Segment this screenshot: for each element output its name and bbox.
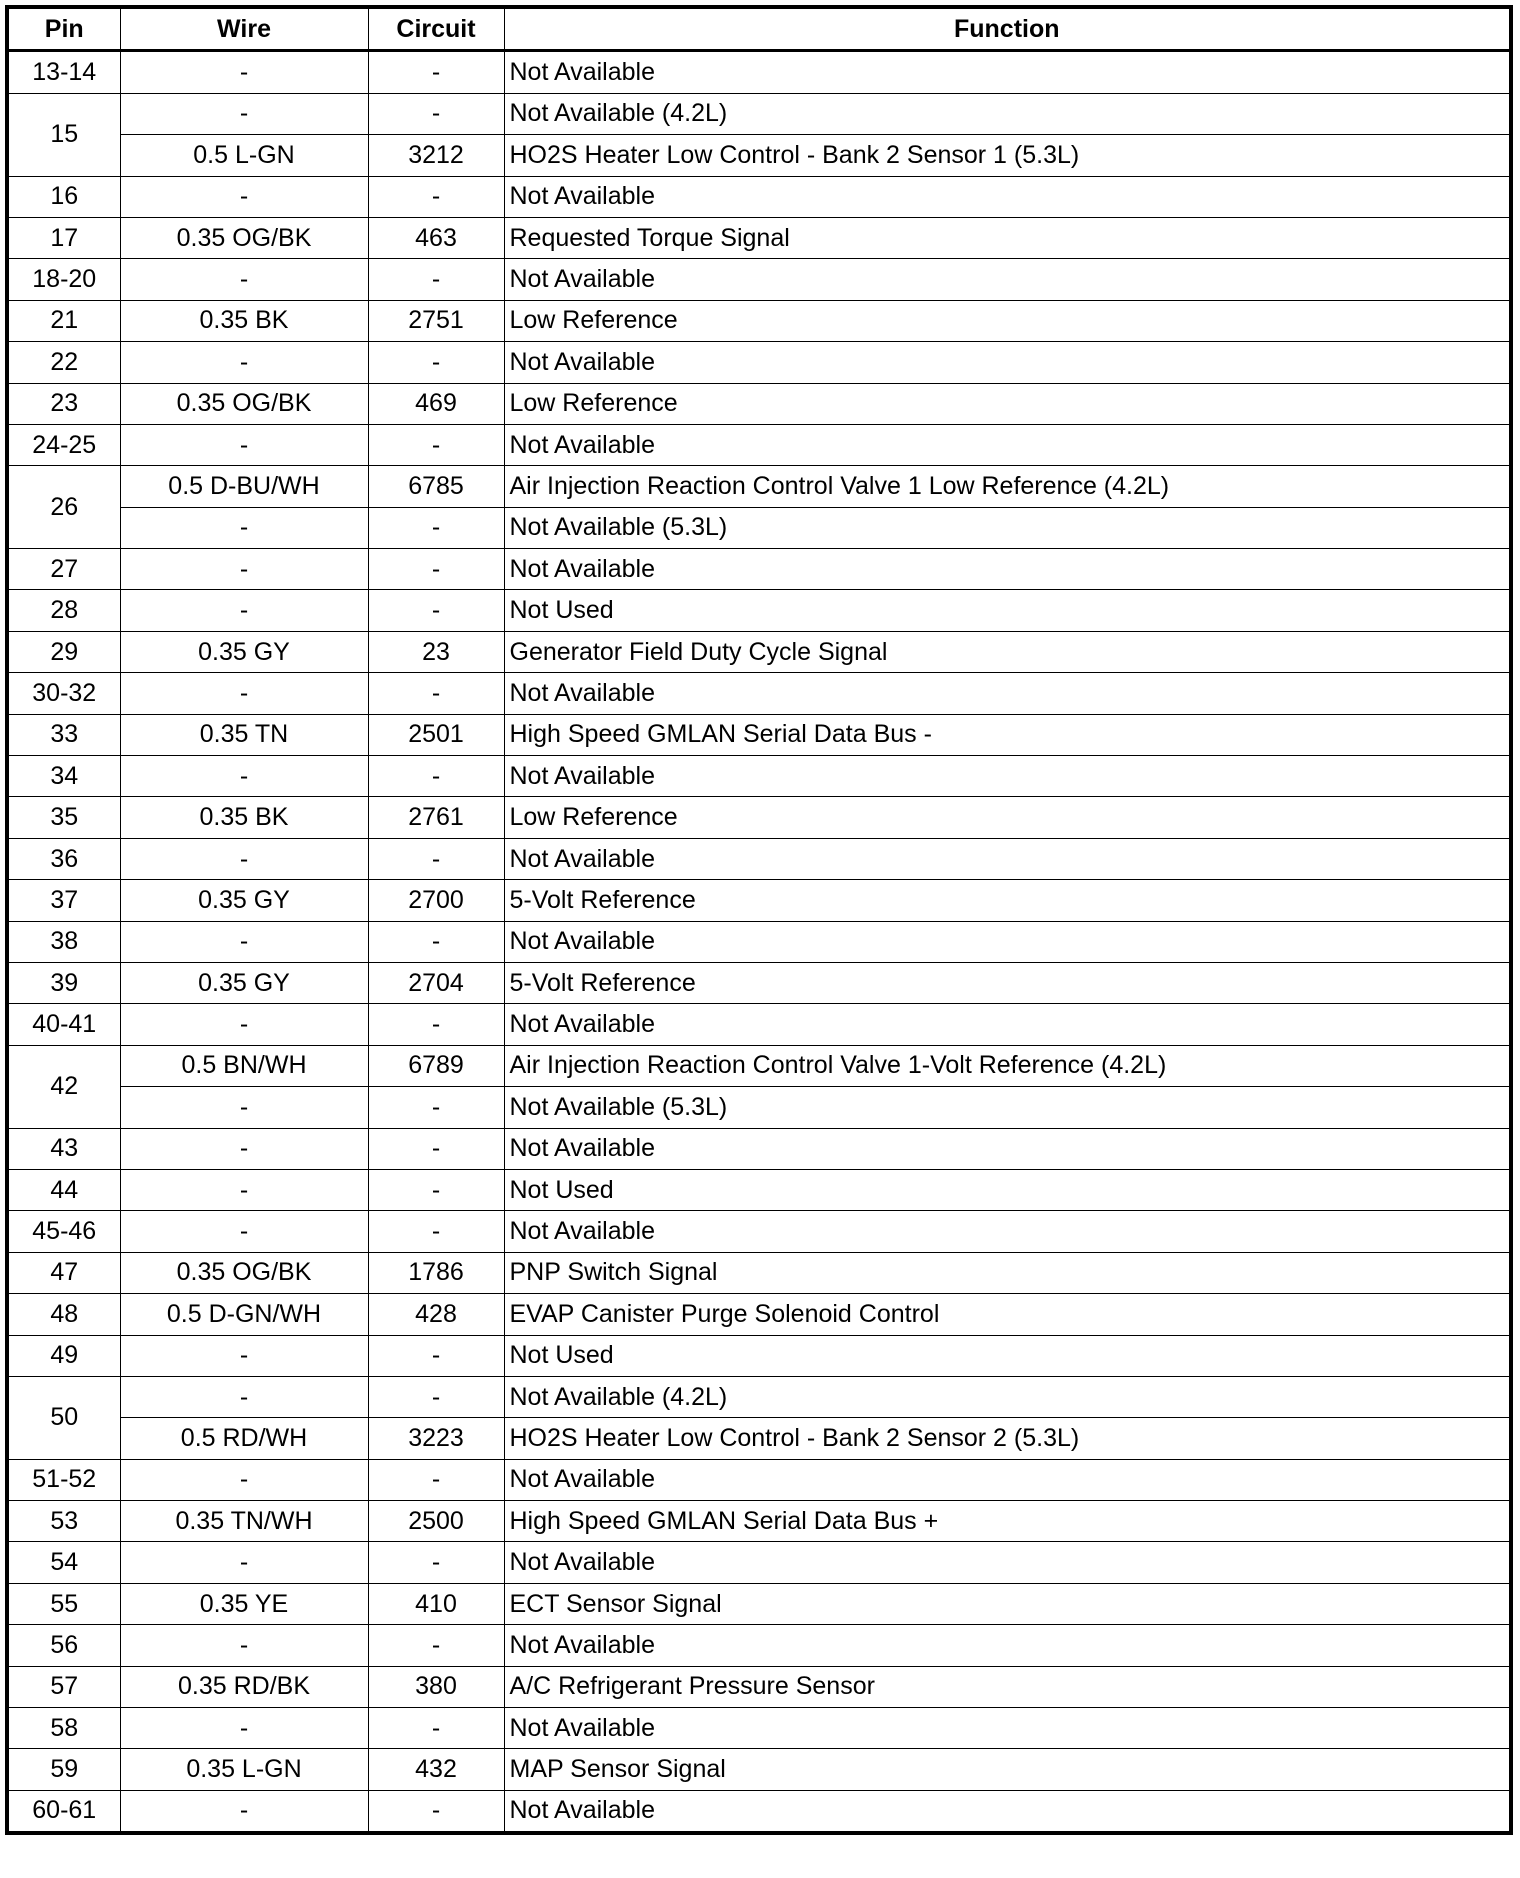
table-row bbox=[7, 507, 1511, 548]
pin-cell: 35 bbox=[7, 797, 120, 838]
wire-cell: - bbox=[120, 1459, 368, 1500]
table-row bbox=[7, 1004, 1511, 1045]
circuit-cell: - bbox=[368, 1790, 504, 1833]
pin-cell: 15 bbox=[7, 93, 120, 176]
circuit-cell: 2761 bbox=[368, 797, 504, 838]
wire-cell: - bbox=[120, 590, 368, 631]
circuit-cell: 2501 bbox=[368, 714, 504, 755]
circuit-cell: 2500 bbox=[368, 1501, 504, 1542]
table-row bbox=[7, 962, 1511, 1003]
pin-cell: 50 bbox=[7, 1376, 120, 1459]
wire-cell: - bbox=[120, 838, 368, 879]
table-row bbox=[7, 797, 1511, 838]
table-row bbox=[7, 51, 1511, 93]
wire-cell: - bbox=[120, 1790, 368, 1833]
table-row bbox=[7, 631, 1511, 672]
pin-cell: 43 bbox=[7, 1128, 120, 1169]
wire-cell: - bbox=[120, 1376, 368, 1417]
circuit-cell: 2751 bbox=[368, 300, 504, 341]
function-cell: Not Available bbox=[504, 921, 1511, 962]
wire-cell: 0.35 BK bbox=[120, 300, 368, 341]
wire-cell: - bbox=[120, 1335, 368, 1376]
table-row bbox=[7, 342, 1511, 383]
wire-cell: - bbox=[120, 176, 368, 217]
circuit-cell: - bbox=[368, 51, 504, 93]
circuit-cell: - bbox=[368, 1087, 504, 1128]
table-row bbox=[7, 1790, 1511, 1833]
pin-cell: 29 bbox=[7, 631, 120, 672]
circuit-cell: - bbox=[368, 1542, 504, 1583]
function-cell: Not Available bbox=[504, 51, 1511, 93]
pin-cell: 36 bbox=[7, 838, 120, 879]
function-cell: Requested Torque Signal bbox=[504, 217, 1511, 258]
circuit-cell: - bbox=[368, 93, 504, 134]
function-cell: Not Available bbox=[504, 1004, 1511, 1045]
wire-cell: 0.35 L-GN bbox=[120, 1749, 368, 1790]
wire-cell: 0.35 TN bbox=[120, 714, 368, 755]
circuit-cell: - bbox=[368, 1625, 504, 1666]
function-cell: Low Reference bbox=[504, 383, 1511, 424]
pin-cell: 56 bbox=[7, 1625, 120, 1666]
table-row bbox=[7, 1128, 1511, 1169]
circuit-cell: 3212 bbox=[368, 135, 504, 176]
circuit-cell: 3223 bbox=[368, 1418, 504, 1459]
table-row bbox=[7, 880, 1511, 921]
circuit-cell: - bbox=[368, 921, 504, 962]
wire-cell: 0.5 L-GN bbox=[120, 135, 368, 176]
wire-cell: - bbox=[120, 756, 368, 797]
function-cell: ECT Sensor Signal bbox=[504, 1583, 1511, 1624]
function-cell: PNP Switch Signal bbox=[504, 1252, 1511, 1293]
circuit-cell: 428 bbox=[368, 1294, 504, 1335]
table-row bbox=[7, 217, 1511, 258]
circuit-cell: - bbox=[368, 1169, 504, 1210]
table-row bbox=[7, 1335, 1511, 1376]
wire-cell: - bbox=[120, 424, 368, 465]
wire-cell: - bbox=[120, 921, 368, 962]
table-row bbox=[7, 383, 1511, 424]
circuit-cell: 463 bbox=[368, 217, 504, 258]
wire-cell: - bbox=[120, 549, 368, 590]
circuit-cell: 6785 bbox=[368, 466, 504, 507]
table-row bbox=[7, 1459, 1511, 1500]
circuit-cell: - bbox=[368, 507, 504, 548]
pin-table bbox=[5, 5, 1513, 1835]
function-cell: Not Available bbox=[504, 838, 1511, 879]
table-row bbox=[7, 1418, 1511, 1459]
header-circuit: Circuit bbox=[368, 7, 504, 51]
wire-cell: 0.5 BN/WH bbox=[120, 1045, 368, 1086]
circuit-cell: 469 bbox=[368, 383, 504, 424]
pin-cell: 28 bbox=[7, 590, 120, 631]
function-cell: Not Available bbox=[504, 176, 1511, 217]
table-body bbox=[7, 51, 1511, 1833]
pin-cell: 42 bbox=[7, 1045, 120, 1128]
circuit-cell: - bbox=[368, 673, 504, 714]
circuit-cell: - bbox=[368, 176, 504, 217]
table-row bbox=[7, 549, 1511, 590]
function-cell: MAP Sensor Signal bbox=[504, 1749, 1511, 1790]
table-row bbox=[7, 176, 1511, 217]
wire-cell: - bbox=[120, 1625, 368, 1666]
wire-cell: 0.5 D-GN/WH bbox=[120, 1294, 368, 1335]
function-cell: High Speed GMLAN Serial Data Bus - bbox=[504, 714, 1511, 755]
header-row bbox=[7, 7, 1511, 51]
pin-cell: 30-32 bbox=[7, 673, 120, 714]
wire-cell: 0.35 OG/BK bbox=[120, 217, 368, 258]
function-cell: Not Available bbox=[504, 1790, 1511, 1833]
pin-cell: 40-41 bbox=[7, 1004, 120, 1045]
table-row bbox=[7, 135, 1511, 176]
table-row bbox=[7, 1583, 1511, 1624]
wire-cell: 0.35 TN/WH bbox=[120, 1501, 368, 1542]
table-row bbox=[7, 93, 1511, 134]
function-cell: 5-Volt Reference bbox=[504, 880, 1511, 921]
circuit-cell: 1786 bbox=[368, 1252, 504, 1293]
header-pin: Pin bbox=[7, 7, 120, 51]
circuit-cell: - bbox=[368, 1335, 504, 1376]
wire-cell: 0.35 RD/BK bbox=[120, 1666, 368, 1707]
circuit-cell: 23 bbox=[368, 631, 504, 672]
pin-cell: 57 bbox=[7, 1666, 120, 1707]
wire-cell: - bbox=[120, 1004, 368, 1045]
function-cell: Not Available bbox=[504, 673, 1511, 714]
table-row bbox=[7, 714, 1511, 755]
pin-cell: 59 bbox=[7, 1749, 120, 1790]
wire-cell: 0.5 RD/WH bbox=[120, 1418, 368, 1459]
wire-cell: 0.35 OG/BK bbox=[120, 383, 368, 424]
header-function: Function bbox=[504, 7, 1511, 51]
circuit-cell: - bbox=[368, 1459, 504, 1500]
function-cell: Not Available bbox=[504, 1625, 1511, 1666]
circuit-cell: - bbox=[368, 590, 504, 631]
function-cell: Low Reference bbox=[504, 797, 1511, 838]
wire-cell: - bbox=[120, 1169, 368, 1210]
function-cell: HO2S Heater Low Control - Bank 2 Sensor 1 (5.3L) bbox=[504, 135, 1511, 176]
pin-cell: 33 bbox=[7, 714, 120, 755]
pin-cell: 51-52 bbox=[7, 1459, 120, 1500]
wire-cell: 0.35 OG/BK bbox=[120, 1252, 368, 1293]
pin-cell: 54 bbox=[7, 1542, 120, 1583]
pin-cell: 13-14 bbox=[7, 51, 120, 93]
table-row bbox=[7, 1376, 1511, 1417]
pin-cell: 44 bbox=[7, 1169, 120, 1210]
wire-cell: - bbox=[120, 1708, 368, 1749]
table-row bbox=[7, 1501, 1511, 1542]
function-cell: Not Available bbox=[504, 1128, 1511, 1169]
function-cell: Not Available bbox=[504, 1211, 1511, 1252]
pin-cell: 60-61 bbox=[7, 1790, 120, 1833]
table-row bbox=[7, 1625, 1511, 1666]
wire-cell: - bbox=[120, 259, 368, 300]
function-cell: Low Reference bbox=[504, 300, 1511, 341]
circuit-cell: - bbox=[368, 756, 504, 797]
function-cell: Not Available (5.3L) bbox=[504, 1087, 1511, 1128]
wire-cell: 0.35 GY bbox=[120, 631, 368, 672]
function-cell: 5-Volt Reference bbox=[504, 962, 1511, 1003]
circuit-cell: - bbox=[368, 1211, 504, 1252]
pin-cell: 23 bbox=[7, 383, 120, 424]
circuit-cell: - bbox=[368, 342, 504, 383]
pin-cell: 18-20 bbox=[7, 259, 120, 300]
function-cell: Not Available bbox=[504, 1542, 1511, 1583]
wire-cell: - bbox=[120, 93, 368, 134]
function-cell: Not Available bbox=[504, 424, 1511, 465]
wire-cell: - bbox=[120, 1087, 368, 1128]
pin-cell: 21 bbox=[7, 300, 120, 341]
pin-cell: 58 bbox=[7, 1708, 120, 1749]
function-cell: Not Available (5.3L) bbox=[504, 507, 1511, 548]
circuit-cell: - bbox=[368, 1708, 504, 1749]
table-row bbox=[7, 1045, 1511, 1086]
table-row bbox=[7, 590, 1511, 631]
table-row bbox=[7, 673, 1511, 714]
function-cell: Not Available (4.2L) bbox=[504, 1376, 1511, 1417]
pin-cell: 45-46 bbox=[7, 1211, 120, 1252]
pin-cell: 49 bbox=[7, 1335, 120, 1376]
wire-cell: 0.35 BK bbox=[120, 797, 368, 838]
function-cell: Air Injection Reaction Control Valve 1-Volt Reference (4.2L) bbox=[504, 1045, 1511, 1086]
wire-cell: - bbox=[120, 1128, 368, 1169]
circuit-cell: 432 bbox=[368, 1749, 504, 1790]
table-row bbox=[7, 424, 1511, 465]
wire-cell: - bbox=[120, 342, 368, 383]
pin-cell: 17 bbox=[7, 217, 120, 258]
wire-cell: 0.35 GY bbox=[120, 962, 368, 1003]
circuit-cell: 410 bbox=[368, 1583, 504, 1624]
pin-cell: 48 bbox=[7, 1294, 120, 1335]
pin-cell: 38 bbox=[7, 921, 120, 962]
function-cell: EVAP Canister Purge Solenoid Control bbox=[504, 1294, 1511, 1335]
function-cell: Not Available bbox=[504, 756, 1511, 797]
pin-cell: 24-25 bbox=[7, 424, 120, 465]
pin-cell: 47 bbox=[7, 1252, 120, 1293]
wire-cell: - bbox=[120, 51, 368, 93]
table-row bbox=[7, 300, 1511, 341]
table-row bbox=[7, 466, 1511, 507]
table-row bbox=[7, 1211, 1511, 1252]
circuit-cell: 380 bbox=[368, 1666, 504, 1707]
table-row bbox=[7, 1666, 1511, 1707]
function-cell: Generator Field Duty Cycle Signal bbox=[504, 631, 1511, 672]
function-cell: High Speed GMLAN Serial Data Bus + bbox=[504, 1501, 1511, 1542]
circuit-cell: 2704 bbox=[368, 962, 504, 1003]
function-cell: Not Used bbox=[504, 1335, 1511, 1376]
circuit-cell: 6789 bbox=[368, 1045, 504, 1086]
table-row bbox=[7, 1749, 1511, 1790]
table-row bbox=[7, 1542, 1511, 1583]
wire-cell: - bbox=[120, 673, 368, 714]
function-cell: Not Available bbox=[504, 259, 1511, 300]
pin-cell: 22 bbox=[7, 342, 120, 383]
function-cell: Not Available bbox=[504, 1459, 1511, 1500]
function-cell: Not Available (4.2L) bbox=[504, 93, 1511, 134]
table-row bbox=[7, 259, 1511, 300]
table-row bbox=[7, 1708, 1511, 1749]
pin-cell: 37 bbox=[7, 880, 120, 921]
wire-cell: 0.5 D-BU/WH bbox=[120, 466, 368, 507]
pin-cell: 55 bbox=[7, 1583, 120, 1624]
pin-cell: 26 bbox=[7, 466, 120, 549]
circuit-cell: - bbox=[368, 424, 504, 465]
function-cell: Not Used bbox=[504, 1169, 1511, 1210]
circuit-cell: - bbox=[368, 549, 504, 590]
wire-cell: 0.35 YE bbox=[120, 1583, 368, 1624]
wire-cell: - bbox=[120, 1542, 368, 1583]
circuit-cell: - bbox=[368, 1376, 504, 1417]
function-cell: Air Injection Reaction Control Valve 1 Low Reference (4.2L) bbox=[504, 466, 1511, 507]
circuit-cell: - bbox=[368, 1128, 504, 1169]
function-cell: Not Available bbox=[504, 549, 1511, 590]
pin-cell: 16 bbox=[7, 176, 120, 217]
pin-cell: 34 bbox=[7, 756, 120, 797]
function-cell: A/C Refrigerant Pressure Sensor bbox=[504, 1666, 1511, 1707]
header-wire: Wire bbox=[120, 7, 368, 51]
table-row bbox=[7, 1087, 1511, 1128]
table-row bbox=[7, 921, 1511, 962]
circuit-cell: 2700 bbox=[368, 880, 504, 921]
table-row bbox=[7, 756, 1511, 797]
table-row bbox=[7, 1252, 1511, 1293]
table-row bbox=[7, 1169, 1511, 1210]
function-cell: Not Available bbox=[504, 342, 1511, 383]
circuit-cell: - bbox=[368, 259, 504, 300]
table-row bbox=[7, 1294, 1511, 1335]
table-row bbox=[7, 838, 1511, 879]
wire-cell: 0.35 GY bbox=[120, 880, 368, 921]
circuit-cell: - bbox=[368, 838, 504, 879]
function-cell: Not Available bbox=[504, 1708, 1511, 1749]
function-cell: Not Used bbox=[504, 590, 1511, 631]
function-cell: HO2S Heater Low Control - Bank 2 Sensor 2 (5.3L) bbox=[504, 1418, 1511, 1459]
pin-cell: 27 bbox=[7, 549, 120, 590]
wire-cell: - bbox=[120, 1211, 368, 1252]
pin-cell: 39 bbox=[7, 962, 120, 1003]
pin-cell: 53 bbox=[7, 1501, 120, 1542]
wire-cell: - bbox=[120, 507, 368, 548]
circuit-cell: - bbox=[368, 1004, 504, 1045]
